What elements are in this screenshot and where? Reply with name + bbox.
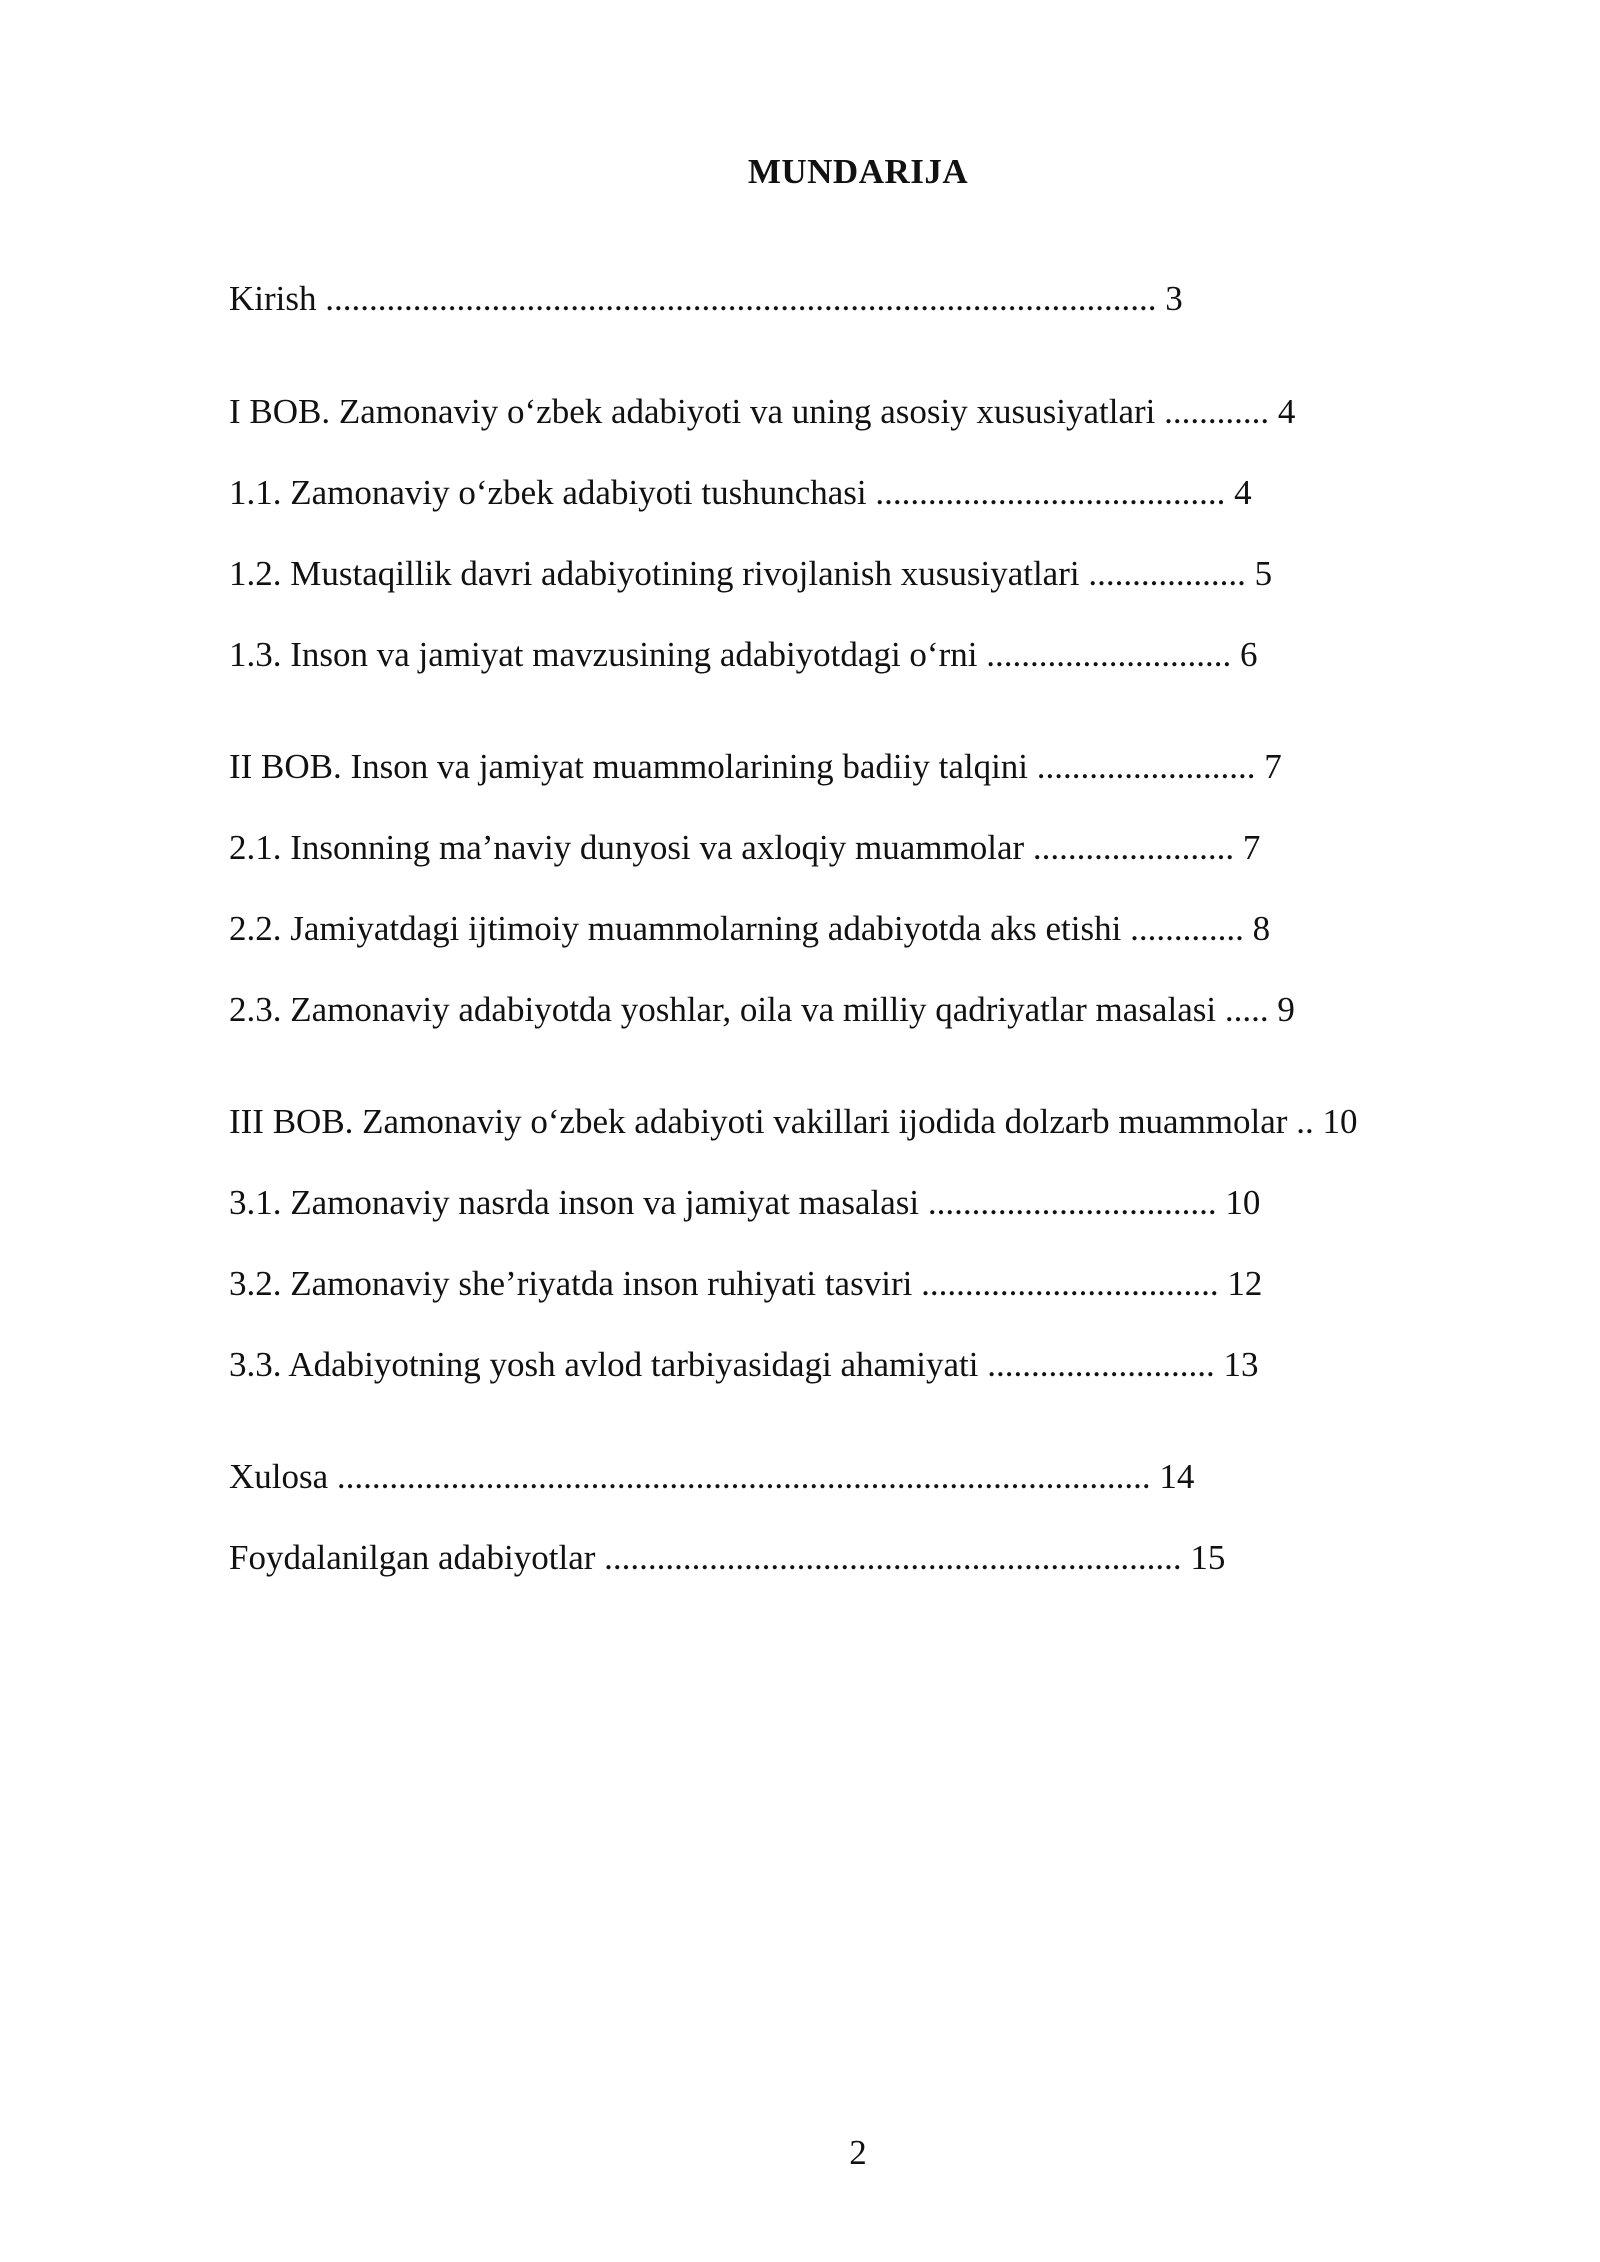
toc-entry-kirish: Kirish ............................................................................................... 3 [229,279,1183,318]
page-number: 2 [849,2133,867,2172]
page-title: MUNDARIJA [747,152,969,191]
toc-entry-3-3: 3.3. Adabiyotning yosh avlod tarbiyasidagi ahamiyati .......................... 13 [229,1345,1259,1384]
toc-entry-1-1: 1.1. Zamonaviy o‘zbek adabiyoti tushunchasi ........................................ 4 [229,473,1252,512]
toc-entry-chapter-3: III BOB. Zamonaviy o‘zbek adabiyoti vakillari ijodida dolzarb muammolar .. 10 [229,1102,1358,1141]
toc-entry-1-3: 1.3. Inson va jamiyat mavzusining adabiyotdagi o‘rni ............................ 6 [229,635,1258,674]
toc-entry-3-1: 3.1. Zamonaviy nasrda inson va jamiyat masalasi ................................. 10 [229,1183,1261,1222]
toc-entry-chapter-1: I BOB. Zamonaviy o‘zbek adabiyoti va uning asosiy xususiyatlari ............ 4 [229,392,1296,431]
toc-entry-xulosa: Xulosa ............................................................................................. 14 [229,1457,1195,1496]
toc-entry-3-2: 3.2. Zamonaviy she’riyatda inson ruhiyati tasviri .................................. 12 [229,1264,1263,1303]
toc-entry-2-1: 2.1. Insonning ma’naviy dunyosi va axloqiy muammolar ....................... 7 [229,828,1261,867]
toc-entry-2-3: 2.3. Zamonaviy adabiyotda yoshlar, oila va milliy qadriyatlar masalasi ..... 9 [229,990,1295,1029]
toc-entry-1-2: 1.2. Mustaqillik davri adabiyotining rivojlanish xususiyatlari .................. 5 [229,554,1273,593]
toc-entry-foydalanilgan-adabiyotlar: Foydalanilgan adabiyotlar .................................................................. 15 [229,1538,1226,1577]
toc-entry-2-2: 2.2. Jamiyatdagi ijtimoiy muammolarning adabiyotda aks etishi ............. 8 [229,909,1271,948]
toc-entry-chapter-2: II BOB. Inson va jamiyat muammolarining badiiy talqini ......................... 7 [229,747,1282,786]
